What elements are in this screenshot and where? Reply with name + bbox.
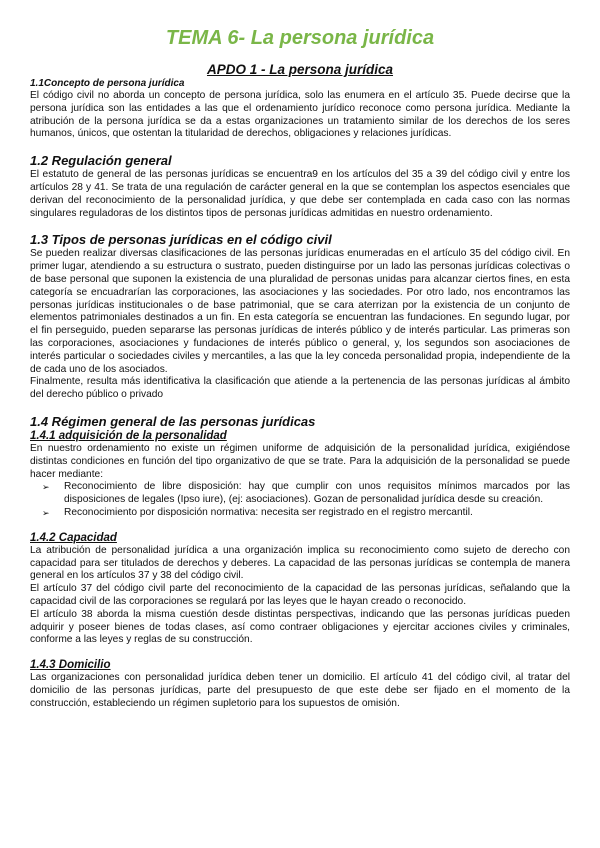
section-apdo-heading: APDO 1 - La persona jurídica (206, 62, 394, 77)
paragraph-1-4-2-c: El artículo 38 aborda la misma cuestión desde distintas perspectivas, indicando que las personas jurídicas pueden adquirir y poseer bienes de todas clases, así como contraer obligaciones y ejercitar acciones civiles y criminales, conforme a las leyes y reglas de su construcción. (30, 608, 570, 646)
heading-1-3: 1.3 Tipos de personas jurídicas en el código civil (30, 232, 332, 248)
paragraph-1-4-3: Las organizaciones con personalidad jurídica deben tener un domicilio. El artículo 41 del código civil, al tratar del domicilio de las personas jurídicas, parte del presupuesto de que este debe ser fijado en el momento de la construcción, estableciendo un régimen supletorio para los supuestos de omisión. (30, 672, 570, 709)
paragraph-1-3-a: Se pueden realizar diversas clasificaciones de las personas jurídicas enumeradas en el artículo 35 del código civil. En primer lugar, atendiendo a su estructura o sustrato, pueden distinguirse por un lado las personas jurídicas colectivas o de base personal que suponen la existencia de una pluralidad de personas unidas para alcanzar ciertos fines, en esta categoría se encuadrarían las corporaciones, las asociaciones y las sociedades. Por otro lado, nos encontramos las personas jurídicas institucionales o de base patrimonial, que se cara aterrizan por la existencia de un conjunto de elementos patrimoniales destinados a un fin. En esta categoría se encuentran las fundaciones. En segundo lugar, por el fin perseguido, pueden separarse las personas jurídicas de interés público y de interés particular. Las primeras son las corporaciones, asociaciones y fundaciones de interés público o general, y, los segundos son asociaciones de interés particular o sociedades civiles y mercantiles, a las que la ley conceda personalidad propia, independiente de la de cada uno de los asociados. (30, 248, 570, 375)
paragraph-1-4-2-a: La atribución de personalidad jurídica a una organización implica su reconocimiento como sujeto de derecho con capacidad para ser titulados de derechos y deberes. La capacidad de las personas jurídicas se contempla de manera general en los artículos 37 y 38 del código civil. (30, 544, 570, 582)
heading-1-1: 1.1Concepto de persona jurídica (30, 78, 185, 89)
paragraph-1-4-1: En nuestro ordenamiento no existe un régimen uniforme de adquisición de la personalidad jurídica, exigiéndose distintas condiciones en función del tipo organizativo de que se trate. Para la adquisición de la personalidad se puede hacer mediante: (30, 442, 570, 480)
acquisition-list (30, 481, 570, 519)
paragraph-1-4-2-b: El artículo 37 del código civil parte del reconocimiento de la capacidad de las personas jurídicas, señalando que la capacidad civil de las corporaciones se regulará por las leyes que le hayan creado o reconocido. (30, 583, 570, 607)
heading-1-4-3: 1.4.3 Domicilio (30, 659, 111, 672)
paragraph-1-2: El estatuto de general de las personas jurídicas se encuentra9 en los artículos del 35 a 39 del código civil y entre los artículos 28 y 41. Se trata de una regulación de carácter general en la que se contemplan los aspectos esenciales que derivan del reconocimiento de la personalidad jurídica, y que debe ser contemplada en cada caso con las normas singulares reguladoras de los distintos tipos de personas jurídicas admitidas en nuestro ordenamiento. (30, 169, 570, 219)
list-item: ➢ Reconocimiento de libre disposición: hay que cumplir con unos requisitos mínimos marcados por las disposiciones de legales (Ipso iure), (ej: asociaciones). Gozan de personalidad jurídica desde su creación. (42, 481, 570, 506)
document-title: TEMA 6- La persona jurídica (165, 27, 435, 49)
heading-1-4: 1.4 Régimen general de las personas jurídicas (30, 413, 316, 429)
list-item: ➢ Reconocimiento por disposición normativa: necesita ser registrado en el registro mercantil. (42, 506, 473, 518)
arrow-bullet-icon: ➢ (42, 482, 50, 493)
arrow-bullet-icon: ➢ (42, 507, 50, 518)
heading-1-4-1: 1.4.1 adquisición de la personalidad (30, 429, 227, 442)
paragraph-1-3-b: Finalmente, resulta más identificativa la clasificación que atiende a la pertenencia de las personas jurídicas al ámbito del derecho público o privado (30, 376, 570, 401)
heading-1-4-2: 1.4.2 Capacidad (30, 531, 117, 544)
paragraph-1-1: El código civil no aborda un concepto de persona jurídica, solo las enumera en el artículo 35. Puede decirse que la persona jurídica son las entidades a las que el ordenamiento jurídico reconoce como persona jurídica. Mediante la atribución de la persona jurídica se da a estas organizaciones un tratamiento similar de los derechos de los seres humanos, únicos, que ostentan la titularidad de derechos, obligaciones y relaciones jurídicas. (30, 90, 570, 140)
heading-1-2: 1.2 Regulación general (30, 153, 172, 169)
